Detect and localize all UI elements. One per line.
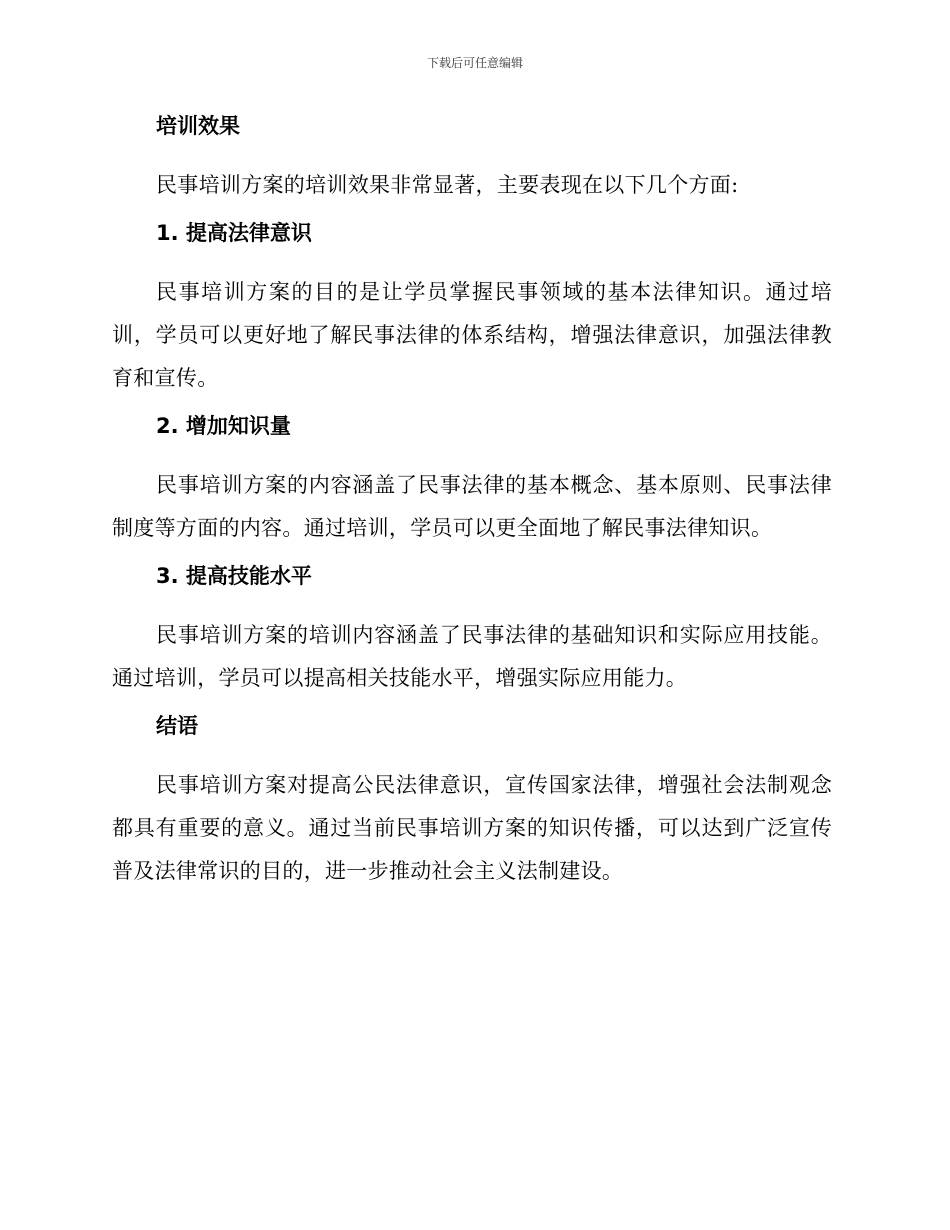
paragraph-conclusion: 民事培训方案对提高公民法律意识，宣传国家法律，增强社会法制观念都具有重要的意义。通过当前民事培训方案的知识传播，可以达到广泛宣传普及法律常识的目的，进一步推动社会主义法制建设。 [112,773,832,883]
page-header-note: 下载后可任意编辑 [426,56,523,70]
paragraph-skills: 民事培训方案的培训内容涵盖了民事法律的基础知识和实际应用技能。通过培训，学员可以提高相关技能水平，增强实际应用能力。 [112,623,832,690]
paragraph-knowledge: 民事培训方案的内容涵盖了民事法律的基本概念、基本原则、民事法律制度等方面的内容。通过培训，学员可以更全面地了解民事法律知识。 [112,473,832,540]
section-heading-legal-awareness: 1. 提高法律意识 [156,221,312,245]
section-heading-conclusion: 结语 [156,714,198,738]
paragraph-intro: 民事培训方案的培训效果非常显著，主要表现在以下几个方面: [156,173,739,197]
paragraph-legal-awareness: 民事培训方案的目的是让学员掌握民事领域的基本法律知识。通过培训，学员可以更好地了解民事法律的体系结构，增强法律意识，加强法律教育和宣传。 [112,280,832,390]
section-heading-training-effect: 培训效果 [156,114,240,138]
section-heading-skills: 3. 提高技能水平 [156,564,312,588]
document-body [112,110,832,903]
section-heading-knowledge: 2. 增加知识量 [156,414,291,438]
